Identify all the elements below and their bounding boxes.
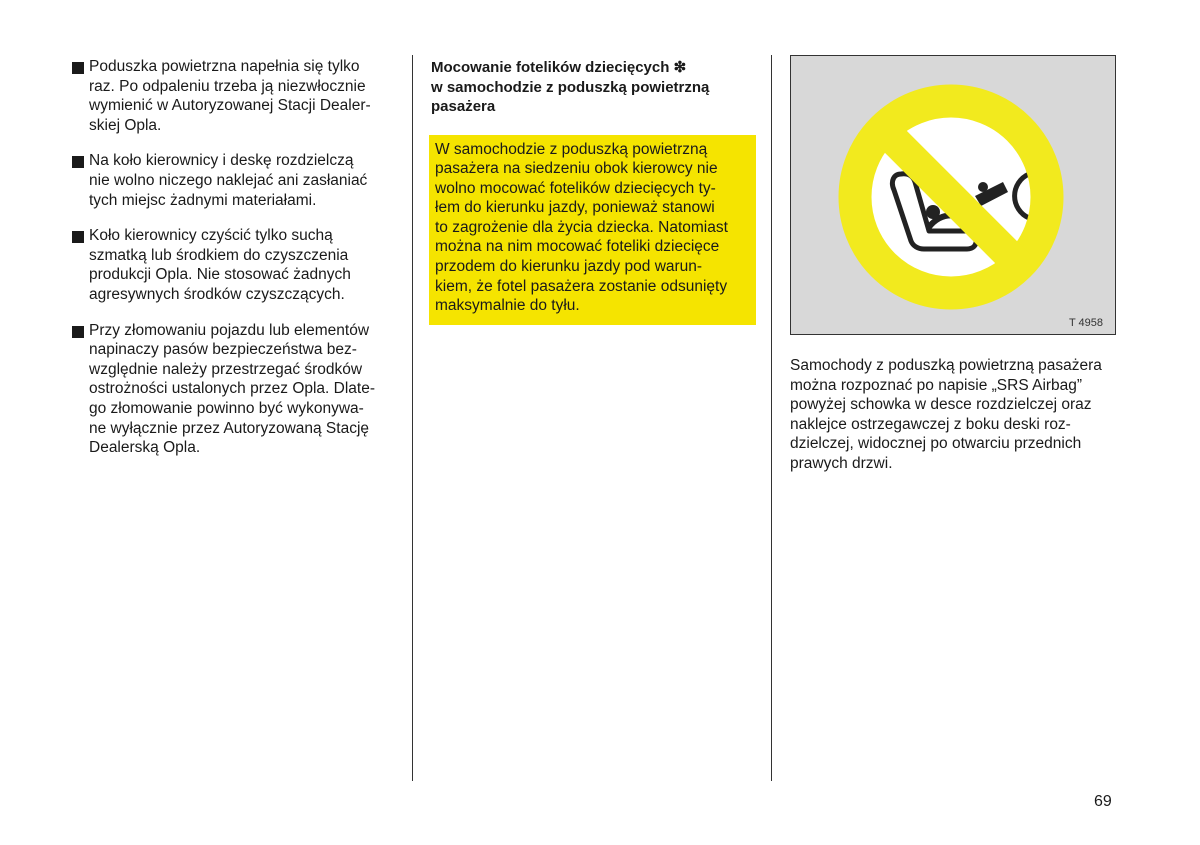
list-item — [72, 151, 402, 210]
text-line: skiej Opla. — [89, 116, 162, 134]
list-item-text — [89, 151, 367, 210]
text-line: ne wyłącznie przez Autoryzowaną Stację — [89, 419, 370, 437]
figure-id: T 4958 — [1068, 317, 1103, 329]
warning-line: łem do kierunku jazdy, ponieważ stanowi — [435, 199, 715, 217]
warning-line: można na nim mocować foteliki dziecięce — [435, 238, 720, 256]
square-bullet-icon — [72, 231, 84, 243]
text-line: go złomowanie powinno być wykonywa- — [89, 399, 364, 417]
warning-line: przodem do kierunku jazdy pod warun- — [435, 258, 703, 276]
text-line: szmatką lub środkiem do czyszczenia — [89, 246, 349, 264]
text-line: Poduszka powietrzna napełnia się tylko — [89, 58, 360, 75]
square-bullet-icon — [72, 62, 84, 74]
warning-line: pasażera na siedzeniu obok kierowcy nie — [435, 160, 718, 178]
left-column — [72, 57, 402, 474]
warning-line: wolno mocować fotelików dziecięcych ty- — [435, 179, 716, 197]
figure-caption — [790, 356, 1120, 474]
warning-line: W samochodzie z poduszką powietrzną — [435, 140, 708, 158]
warning-line: kiem, że fotel pasażera zostanie odsunięty — [435, 277, 728, 295]
warning-figure — [790, 55, 1116, 335]
text-line: raz. Po odpaleniu trzeba ją niezwłocznie — [89, 77, 366, 95]
caption-line: prawych drzwi. — [790, 454, 893, 472]
list-item — [72, 321, 402, 458]
caption-line: naklejce ostrzegawczej z boku deski roz- — [790, 415, 1071, 433]
heading-line: w samochodzie z poduszką powietrzną — [431, 78, 710, 96]
caption-line: Samochody z poduszką powietrzną pasażera — [790, 357, 1102, 374]
list-item — [72, 57, 402, 135]
warning-box — [429, 135, 756, 325]
heading-line: pasażera — [431, 98, 496, 115]
text-line: wymienić w Autoryzowanej Stacji Dealer- — [89, 97, 371, 115]
caption-line: można rozpoznać po napisie „SRS Airbag” — [790, 376, 1083, 394]
text-line: nie wolno niczego naklejać ani zasłaniać — [89, 171, 368, 189]
middle-column — [431, 58, 761, 325]
list-item-text — [89, 226, 351, 304]
warning-line: maksymalnie do tyłu. — [435, 297, 580, 315]
square-bullet-icon — [72, 326, 84, 338]
list-item — [72, 226, 402, 304]
section-heading — [431, 58, 761, 117]
caption-line: powyżej schowka w desce rozdzielczej oraz — [790, 396, 1092, 414]
warning-line: to zagrożenie dla życia dziecka. Natomiast — [435, 218, 728, 236]
square-bullet-icon — [72, 156, 84, 168]
list-item-text — [89, 321, 375, 458]
column-divider — [412, 55, 413, 781]
text-line: ostrożności ustalonych przez Opla. Dlate- — [89, 380, 376, 398]
text-line: Koło kierownicy czyścić tylko suchą — [89, 227, 333, 245]
column-divider — [771, 55, 772, 781]
text-line: agresywnych środków czyszczących. — [89, 285, 345, 303]
list-item-text — [89, 57, 371, 135]
text-line: Przy złomowaniu pojazdu lub elementów — [89, 321, 370, 339]
right-column — [790, 55, 1120, 474]
text-line: względnie należy przestrzegać środków — [89, 360, 363, 378]
text-line: produkcji Opla. Nie stosować żadnych — [89, 266, 351, 284]
text-line: Dealerską Opla. — [89, 439, 201, 457]
caption-line: dzielczej, widocznej po otwarciu przednich — [790, 435, 1082, 453]
no-rear-facing-child-seat-icon — [791, 56, 1115, 334]
text-line: tych miejsc żadnymi materiałami. — [89, 191, 317, 209]
page-number: 69 — [1094, 793, 1112, 810]
heading-line: Mocowanie fotelików dziecięcych ❇ — [431, 59, 687, 76]
text-line: Na koło kierownicy i deskę rozdzielczą — [89, 152, 354, 170]
text-line: napinaczy pasów bezpieczeństwa bez- — [89, 341, 357, 359]
